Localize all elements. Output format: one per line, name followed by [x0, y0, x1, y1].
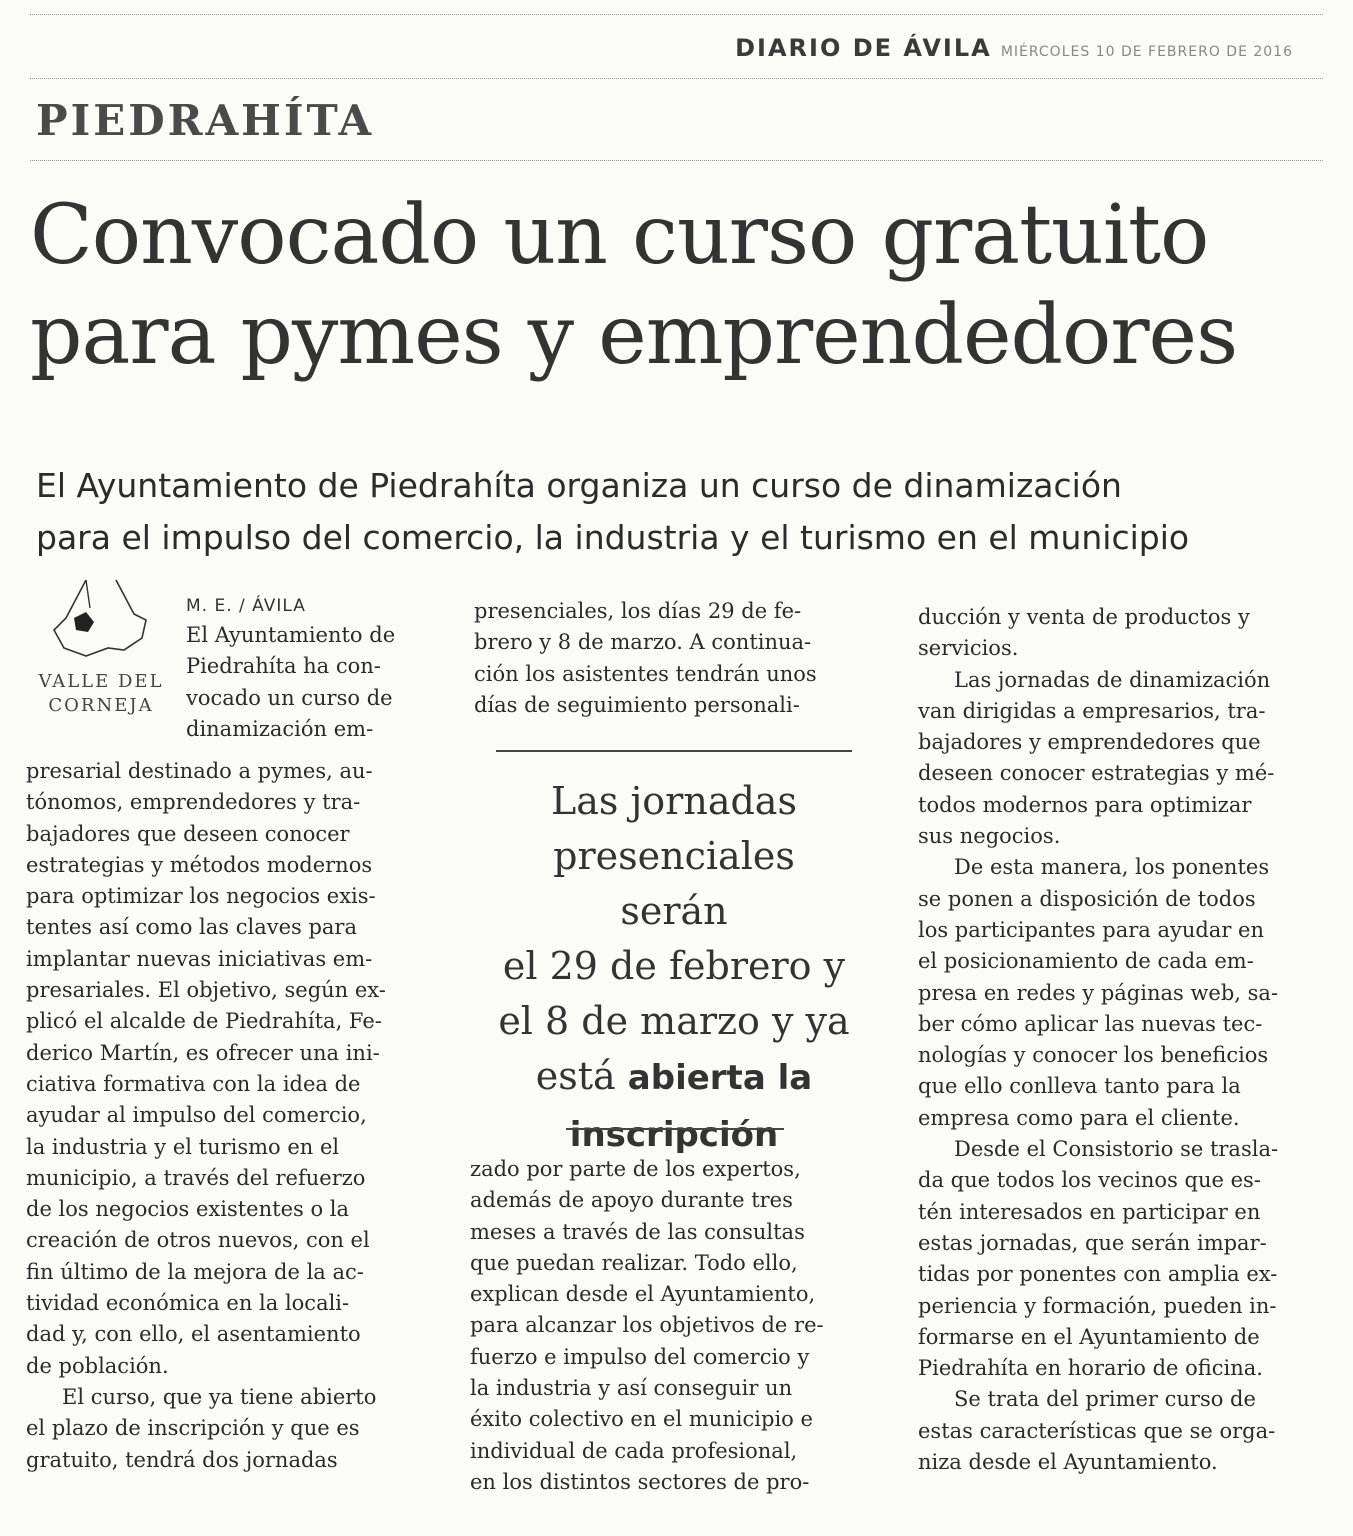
- text-line: ciativa formativa con la idea de: [26, 1071, 361, 1096]
- text-line: explican desde el Ayuntamiento,: [470, 1282, 816, 1307]
- text-line: ducción y venta de productos y: [918, 605, 1250, 629]
- pull-quote-line: el 29 de febrero y: [502, 944, 846, 988]
- paragraph: [918, 852, 1330, 1134]
- text-line: sus negocios.: [918, 824, 1061, 849]
- text-line: Desde el Consistorio se trasla-: [954, 1137, 1279, 1162]
- text-line: De esta manera, los ponentes: [954, 855, 1270, 880]
- text-line: vocado un curso de: [186, 685, 393, 710]
- text-line: periencia y formación, pueden in-: [918, 1293, 1277, 1318]
- headline-line: Convocado un curso gratuito: [30, 188, 1209, 283]
- text-line: gratuito, tendrá dos jornadas: [26, 1447, 338, 1472]
- text-line: ber cómo aplicar las nuevas tec-: [918, 1011, 1263, 1036]
- text-line: fuerzo e impulso del comercio y: [470, 1344, 810, 1369]
- text-line: todos modernos para optimizar: [918, 792, 1252, 817]
- text-line: tividad económica en la locali-: [26, 1291, 350, 1316]
- text-line: servicios.: [918, 636, 1019, 661]
- pull-quote-line: Las jornadas: [551, 779, 797, 823]
- column-2-top: [474, 596, 884, 721]
- paragraph: [918, 1134, 1330, 1384]
- paragraph: [186, 620, 438, 745]
- text-line: ayudar al impulso del comercio,: [26, 1103, 367, 1128]
- text-line: formarse en el Ayuntamiento de: [918, 1324, 1260, 1349]
- text-line: presariales. El objetivo, según ex-: [26, 978, 386, 1003]
- text-line: que ello conlleva tanto para la: [918, 1074, 1241, 1099]
- newspaper-name: DIARIO DE ÁVILA: [735, 34, 992, 62]
- text-line: tidas por ponentes con amplia ex-: [918, 1262, 1278, 1287]
- text-line: Las jornadas de dinamización: [954, 667, 1271, 692]
- text-line: el plazo de inscripción y que es: [26, 1416, 360, 1441]
- text-line: El curso, que ya tiene abierto: [62, 1384, 377, 1409]
- text-line: bajadores y emprendedores que: [918, 730, 1261, 755]
- text-line: además de apoyo durante tres: [470, 1188, 793, 1213]
- text-line: estas características que se orga-: [918, 1418, 1276, 1443]
- pull-quote-top-rule: [496, 750, 852, 752]
- subheadline-line: para el impulso del comercio, la industria y el turismo en el municipio: [36, 518, 1190, 557]
- text-line: días de seguimiento personali-: [474, 692, 800, 717]
- text-line: ción los asistentes tendrán unos: [474, 661, 817, 686]
- text-line: niza desde el Ayuntamiento.: [918, 1450, 1218, 1475]
- top-rule: [30, 14, 1323, 15]
- text-line: el posicionamiento de cada em-: [918, 949, 1254, 974]
- text-line: brero y 8 de marzo. A continua-: [474, 630, 812, 655]
- text-line: presenciales, los días 29 de fe-: [474, 599, 802, 623]
- section-bottom-rule: [30, 160, 1323, 161]
- pull-quote-line: el 8 de marzo y ya: [498, 999, 850, 1043]
- text-line: la industria y así conseguir un: [470, 1376, 793, 1401]
- text-line: implantar nuevas iniciativas em-: [26, 946, 373, 971]
- text-line: dad y, con ello, el asentamiento: [26, 1322, 361, 1347]
- valle-del-corneja-logo: [36, 578, 166, 728]
- text-line: Se trata del primer curso de: [954, 1387, 1256, 1412]
- paragraph: [918, 665, 1330, 853]
- text-line: presa en redes y páginas web, sa-: [918, 980, 1279, 1005]
- pull-quote-bottom-rule: [566, 1128, 784, 1130]
- text-line: El Ayuntamiento de: [186, 623, 396, 647]
- column-1-top: [186, 592, 438, 745]
- text-line: de los negocios existentes o la: [26, 1197, 349, 1222]
- pull-quote-bold: abierta la: [627, 1058, 813, 1098]
- text-line: los participantes para ayudar en: [918, 917, 1264, 942]
- text-line: estas jornadas, que serán impar-: [918, 1230, 1267, 1255]
- pull-quote-text: [496, 774, 852, 1163]
- text-line: individual de cada profesional,: [470, 1438, 798, 1463]
- pull-quote: [496, 750, 852, 1155]
- text-line: bajadores que deseen conocer: [26, 821, 350, 846]
- text-line: que puedan realizar. Todo ello,: [470, 1250, 798, 1275]
- text-line: tónomos, emprendedores y tra-: [26, 790, 361, 815]
- text-line: estrategias y métodos modernos: [26, 852, 373, 877]
- column-2-bottom: [470, 1154, 882, 1498]
- text-line: para alcanzar los objetivos de re-: [470, 1313, 824, 1338]
- headline-line: para pymes y emprendedores: [30, 288, 1238, 383]
- logo-line: CORNEJA: [48, 695, 154, 716]
- text-line: van dirigidas a empresarios, tra-: [918, 698, 1266, 723]
- text-line: en los distintos sectores de pro-: [470, 1469, 810, 1494]
- masthead: [735, 34, 1293, 62]
- text-line: deseen conocer estrategias y mé-: [918, 761, 1275, 786]
- text-line: de población.: [26, 1353, 169, 1378]
- text-line: derico Martín, es ofrecer una ini-: [26, 1040, 380, 1065]
- section-top-rule: [30, 78, 1323, 79]
- text-line: plicó el alcalde de Piedrahíta, Fe-: [26, 1009, 382, 1034]
- text-line: Piedrahíta ha con-: [186, 654, 381, 679]
- paragraph: [26, 756, 438, 1382]
- text-line: la industria y el turismo en el: [26, 1134, 340, 1159]
- text-line: municipio, a través del refuerzo: [26, 1165, 366, 1190]
- pull-quote-bold: inscripción: [569, 1115, 779, 1155]
- pull-quote-line: presenciales serán: [553, 834, 795, 933]
- headline: [30, 186, 1330, 386]
- paragraph: [918, 602, 1330, 665]
- subheadline-line: El Ayuntamiento de Piedrahíta organiza un curso de dinamización: [36, 466, 1122, 505]
- map-outline-icon: [46, 578, 156, 668]
- text-line: presarial destinado a pymes, au-: [26, 759, 373, 783]
- publication-date: MIÉRCOLES 10 DE FEBRERO DE 2016: [1000, 44, 1293, 60]
- column-1-bottom: [26, 756, 438, 1476]
- section-title: PIEDRAHÍTA: [36, 96, 375, 145]
- logo-line: VALLE DEL: [38, 671, 164, 692]
- text-line: para optimizar los negocios exis-: [26, 884, 376, 909]
- text-line: meses a través de las consultas: [470, 1219, 805, 1244]
- text-line: zado por parte de los expertos,: [470, 1157, 801, 1181]
- text-line: Piedrahíta en horario de oficina.: [918, 1356, 1263, 1381]
- pull-quote-line: [496, 1049, 852, 1106]
- text-line: éxito colectivo en el municipio e: [470, 1407, 813, 1432]
- text-line: se ponen a disposición de todos: [918, 886, 1256, 911]
- byline: M. E. / ÁVILA: [186, 596, 306, 616]
- text-line: nologías y conocer los beneficios: [918, 1043, 1269, 1068]
- text-line: fin último de la mejora de la ac-: [26, 1259, 364, 1284]
- text-line: creación de otros nuevos, con el: [26, 1228, 370, 1253]
- text-line: dinamización em-: [186, 716, 374, 741]
- paragraph: [918, 1384, 1330, 1478]
- logo-text: [36, 670, 166, 718]
- column-3: [918, 602, 1330, 1478]
- text-line: tén interesados en participar en: [918, 1199, 1261, 1224]
- paragraph: [26, 1382, 438, 1476]
- pull-quote-plain: está: [535, 1054, 628, 1098]
- subheadline: [36, 460, 1336, 564]
- text-line: empresa como para el cliente.: [918, 1105, 1240, 1130]
- text-line: da que todos los vecinos que es-: [918, 1168, 1261, 1193]
- text-line: tentes así como las claves para: [26, 915, 357, 940]
